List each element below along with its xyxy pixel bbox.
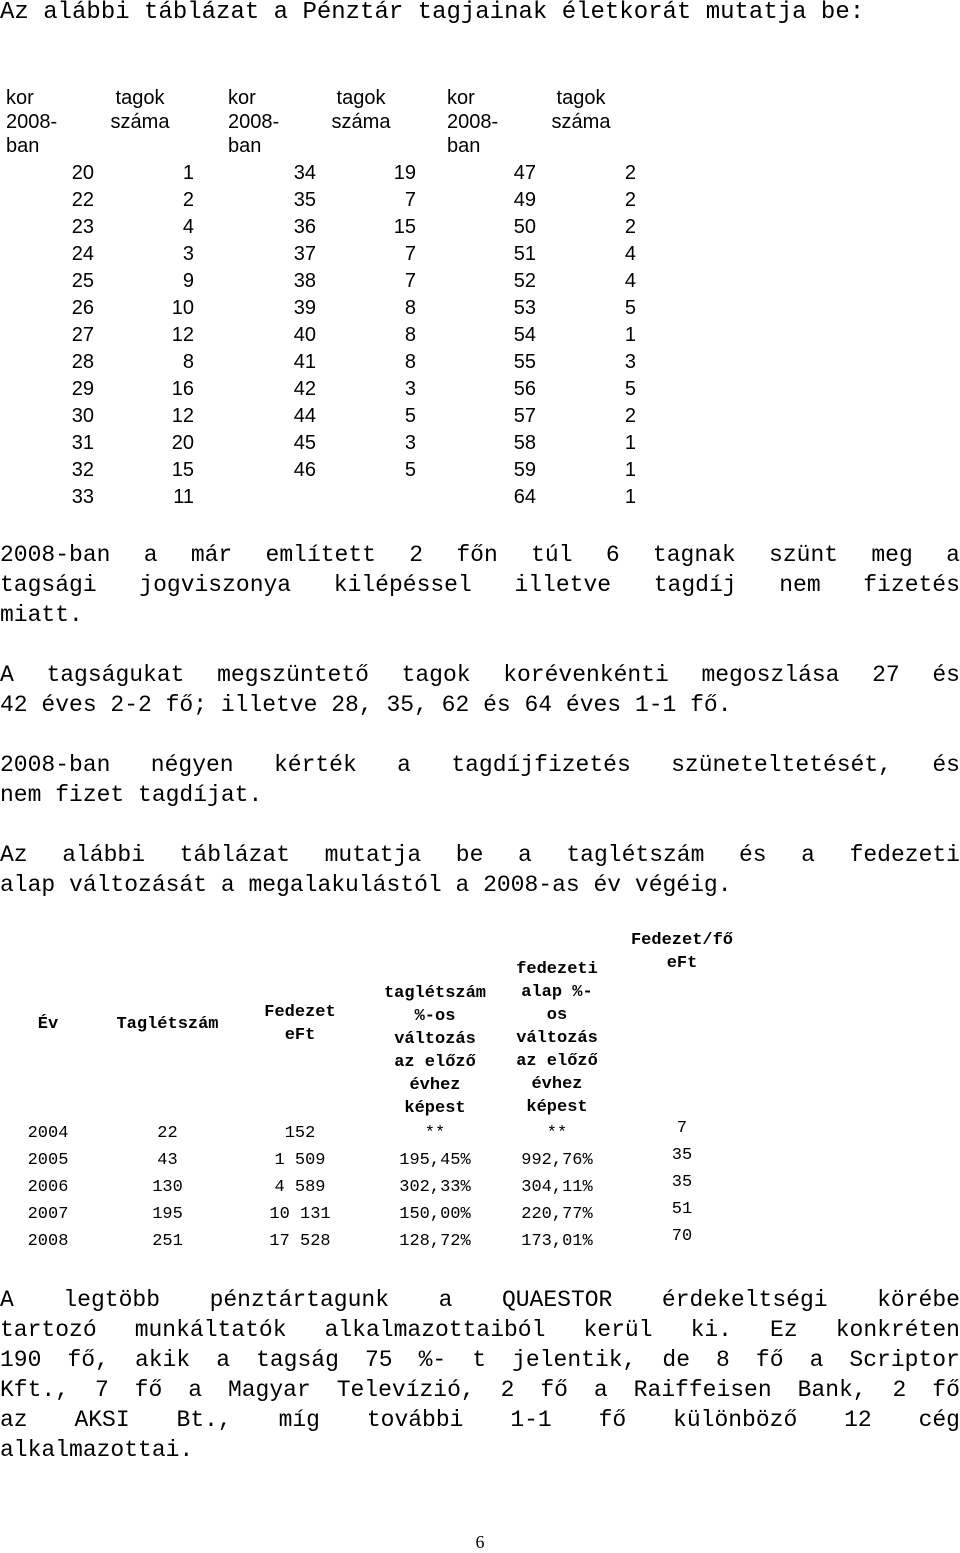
page-heading: Az alábbi táblázat a Pénztár tagjainak életkorát mutatja be: [0, 0, 865, 26]
fund-header-fund-change: fedezeti alap %- os változás az előző évhez képest [516, 960, 598, 1117]
paragraph-line: alap változását a megalakulástól a 2008-as év végéig. [0, 872, 732, 898]
age-table-cell: 51 [513, 243, 536, 265]
age-table-cell: 1 [624, 324, 636, 346]
paragraph-line: nem fizet tagdíjat. [0, 782, 263, 808]
age-table-cell: 12 [171, 324, 194, 346]
age-table-cell: 53 [513, 297, 536, 319]
age-table-cell: 4 [624, 243, 636, 265]
paragraph-line: Kft., 7 fő a Magyar Televízió, 2 fő a Raiffeisen Bank, 2 fő [0, 1377, 960, 1403]
age-table-cell: 59 [513, 459, 536, 481]
age-table-cell: 41 [293, 351, 316, 373]
paragraph-employers [0, 1285, 960, 1465]
age-table-cell: 20 [71, 162, 94, 184]
paragraph-line: 2008-ban a már említett 2 főn túl 6 tagnak szünt meg a [0, 542, 960, 568]
age-table-cell: 54 [513, 324, 536, 346]
age-table-cell: 30 [71, 405, 94, 427]
age-table-cell: 45 [293, 432, 316, 454]
age-table-cell: 39 [293, 297, 316, 319]
age-table-cell: 34 [293, 162, 316, 184]
age-table-cell: 5 [624, 297, 636, 319]
fund-header-fund: Fedezet eFt [264, 1003, 336, 1045]
fund-header-fund-per-member: Fedezet/fő eFt [630, 931, 734, 973]
age-table-cell: 47 [513, 162, 536, 184]
fund-table-row [0, 1228, 760, 1255]
age-table-cell: 35 [293, 189, 316, 211]
age-table-cell: 42 [293, 378, 316, 400]
age-table-cell: 4 [624, 270, 636, 292]
fund-header-members: Taglétszám [116, 1015, 219, 1034]
age-header-kor-2: kor 2008- ban [228, 87, 280, 157]
fund-table-cell: 130 [152, 1178, 183, 1197]
age-table-cell: 1 [624, 432, 636, 454]
age-header-tagok-3: tagok száma [551, 87, 611, 133]
paragraph-line: miatt. [0, 602, 83, 628]
fund-table-cell: 220,77% [521, 1205, 593, 1224]
fund-table-cell: 195 [152, 1205, 183, 1224]
fund-table-cell: 1 509 [274, 1151, 326, 1170]
age-table-row [0, 403, 650, 430]
age-table-cell: 1 [182, 162, 194, 184]
age-table-cell: 2 [624, 189, 636, 211]
fund-table-cell: 10 131 [269, 1205, 331, 1224]
paragraph-line: az AKSI Bt., míg további 1-1 fő különböző 12 cég [0, 1407, 960, 1433]
age-table-row [0, 187, 650, 214]
age-table-cell: 3 [182, 243, 194, 265]
age-table-cell: 19 [393, 162, 416, 184]
age-table-cell: 8 [182, 351, 194, 373]
age-table-cell: 7 [404, 189, 416, 211]
page-number: 6 [475, 1532, 485, 1552]
age-table-cell: 44 [293, 405, 316, 427]
age-table-cell: 8 [404, 297, 416, 319]
age-table-cell: 26 [71, 297, 94, 319]
fund-table-cell: 51 [671, 1200, 693, 1219]
age-table-cell: 2 [624, 162, 636, 184]
age-table-row [0, 268, 650, 295]
age-table-cell: 27 [71, 324, 94, 346]
paragraph-line: 190 fő, akik a tagság 75 %- t jelentik, de 8 fő a Scriptor [0, 1347, 960, 1373]
age-table-cell: 5 [624, 378, 636, 400]
fund-header-member-change: taglétszám %-os változás az előző évhez képest [383, 984, 487, 1118]
fund-table-cell: 70 [671, 1227, 693, 1246]
age-table-cell: 1 [624, 486, 636, 508]
age-table-cell: 36 [293, 216, 316, 238]
age-table-cell: 64 [513, 486, 536, 508]
age-table-cell: 9 [182, 270, 194, 292]
age-table-cell: 29 [71, 378, 94, 400]
age-table-cell: 49 [513, 189, 536, 211]
age-table-cell: 4 [182, 216, 194, 238]
age-table-cell: 32 [71, 459, 94, 481]
age-table-cell: 31 [71, 432, 94, 454]
paragraph-suspension [0, 750, 960, 810]
age-table-row [0, 295, 650, 322]
fund-table-cell: 4 589 [274, 1178, 326, 1197]
fund-table-cell: 195,45% [399, 1151, 471, 1170]
fund-table-cell: 43 [157, 1151, 178, 1170]
age-table-cell: 1 [624, 459, 636, 481]
fund-table-cell: 152 [284, 1124, 316, 1143]
fund-table-cell: 2005 [27, 1151, 69, 1170]
age-table-cell: 28 [71, 351, 94, 373]
age-table-cell: 2 [624, 216, 636, 238]
fund-table-cell: 304,11% [521, 1178, 593, 1197]
paragraph-line: Az alábbi táblázat mutatja be a taglétszám és a fedezeti [0, 842, 960, 868]
age-table-cell: 38 [293, 270, 316, 292]
age-table-cell: 15 [393, 216, 416, 238]
paragraph-table-intro [0, 840, 960, 900]
paragraph-departures [0, 540, 960, 630]
age-table-cell: 2 [182, 189, 194, 211]
paragraph-line: A tagságukat megszüntető tagok korévenkénti megoszlása 27 és [0, 662, 960, 688]
age-table-cell: 22 [71, 189, 94, 211]
age-table-row [0, 322, 650, 349]
age-table-cell: 3 [404, 432, 416, 454]
paragraph-line: alkalmazottai. [0, 1437, 194, 1463]
age-table-cell: 20 [171, 432, 194, 454]
fund-table-cell: 251 [152, 1232, 183, 1251]
paragraph-age-breakdown [0, 660, 960, 720]
age-table-cell: 57 [513, 405, 536, 427]
fund-table-cell: 35 [671, 1146, 693, 1165]
age-table-cell: 5 [404, 405, 416, 427]
age-table-cell: 25 [71, 270, 94, 292]
age-table-row [0, 160, 650, 187]
age-table-cell: 56 [513, 378, 536, 400]
age-header-tagok-2: tagok száma [331, 87, 391, 133]
age-table-cell: 24 [71, 243, 94, 265]
age-table-cell: 58 [513, 432, 536, 454]
paragraph-line: tagsági jogviszonya kilépéssel illetve tagdíj nem fizetés [0, 572, 960, 598]
age-table-row [0, 457, 650, 484]
age-table-cell: 33 [71, 486, 94, 508]
fund-table-cell: 150,00% [399, 1205, 471, 1224]
fund-table-cell: 302,33% [399, 1178, 471, 1197]
age-header-kor-3: kor 2008- ban [447, 87, 499, 157]
age-table-cell: 3 [404, 378, 416, 400]
paragraph-line: 2008-ban négyen kérték a tagdíjfizetés szüneteltetését, és [0, 752, 960, 778]
fund-table-cell: 128,72% [399, 1232, 471, 1251]
age-table-row [0, 484, 650, 511]
fund-table-cell: 173,01% [521, 1232, 593, 1251]
fund-table-cell: ** [424, 1124, 446, 1143]
age-table-cell: 46 [293, 459, 316, 481]
fund-table-cell: 17 528 [269, 1232, 331, 1251]
age-table-cell: 5 [404, 459, 416, 481]
age-header-tagok-1: tagok száma [110, 87, 170, 133]
fund-table-cell: 992,76% [521, 1151, 593, 1170]
age-table-cell: 16 [171, 378, 194, 400]
age-table-cell: 8 [404, 324, 416, 346]
age-table-cell: 55 [513, 351, 536, 373]
age-table-cell: 11 [173, 486, 194, 508]
age-table-cell: 7 [404, 243, 416, 265]
age-header-kor-1: kor 2008- ban [6, 87, 58, 157]
paragraph-line: A legtöbb pénztártagunk a QUAESTOR érdekeltségi körébe [0, 1287, 960, 1313]
age-table-cell: 23 [71, 216, 94, 238]
age-table-cell: 3 [624, 351, 636, 373]
age-table-row [0, 376, 650, 403]
age-table-cell: 8 [404, 351, 416, 373]
fund-table-cell: 2004 [27, 1124, 69, 1143]
fund-header-year: Év [37, 1015, 59, 1034]
age-table-cell: 2 [624, 405, 636, 427]
age-table-cell: 10 [171, 297, 194, 319]
age-table-row [0, 241, 650, 268]
fund-table-cell: 22 [157, 1124, 178, 1143]
age-table-cell: 12 [171, 405, 194, 427]
age-table-row [0, 430, 650, 457]
age-table-cell: 37 [293, 243, 316, 265]
age-table-row [0, 349, 650, 376]
fund-table-cell: 7 [676, 1119, 688, 1138]
age-table-cell: 52 [513, 270, 536, 292]
paragraph-line: tartozó munkáltatók alkalmazottaiból kerül ki. Ez konkréten [0, 1317, 960, 1343]
paragraph-line: 42 éves 2-2 fő; illetve 28, 35, 62 és 64 éves 1-1 fő. [0, 692, 732, 718]
fund-table-cell: 2006 [27, 1178, 69, 1197]
age-table-cell: 40 [293, 324, 316, 346]
fund-table-cell: 2008 [27, 1232, 69, 1251]
fund-table-cell: 35 [671, 1173, 693, 1192]
fund-table-cell: 2007 [27, 1205, 69, 1224]
age-table-row [0, 214, 650, 241]
age-table-cell: 50 [513, 216, 536, 238]
age-table-cell: 7 [404, 270, 416, 292]
fund-table-cell: ** [546, 1124, 568, 1143]
age-table-cell: 15 [171, 459, 194, 481]
